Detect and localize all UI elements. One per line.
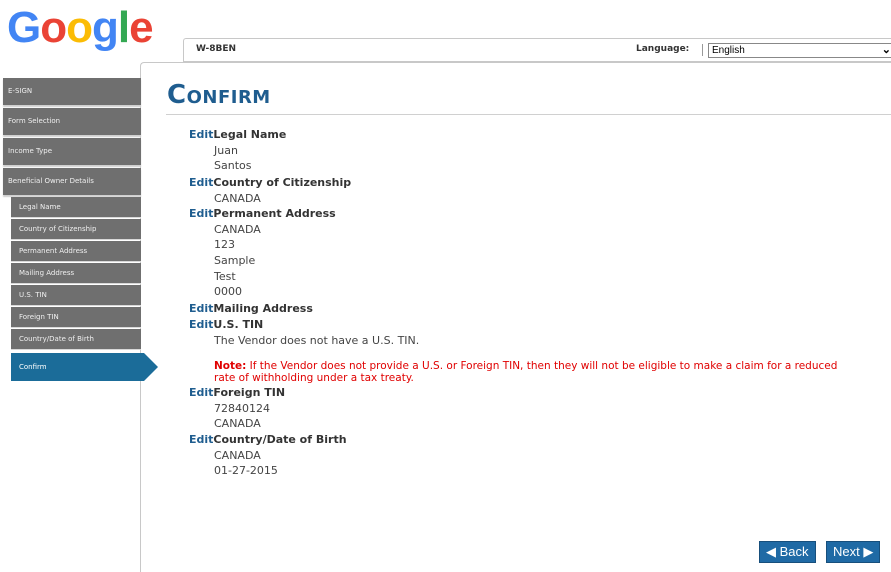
sidebar-item-confirm[interactable] bbox=[11, 353, 144, 381]
form-id-label: W-8BEN bbox=[196, 44, 237, 54]
section-legal-name bbox=[189, 128, 286, 141]
note-label: Note: bbox=[214, 360, 247, 372]
language-label: Language: bbox=[636, 44, 690, 54]
value-foreign-tin-country: CANADA bbox=[214, 417, 261, 430]
section-permanent-address bbox=[189, 207, 336, 220]
section-foreign-tin bbox=[189, 386, 285, 399]
value-us-tin: The Vendor does not have a U.S. TIN. bbox=[214, 334, 420, 347]
back-arrow-icon: ◀ bbox=[766, 544, 776, 559]
edit-permanent-address-link[interactable]: Edit bbox=[189, 207, 214, 220]
sidebar-item-beneficial-owner-details[interactable]: Beneficial Owner Details bbox=[3, 168, 141, 195]
edit-birth-link[interactable]: Edit bbox=[189, 433, 214, 446]
note-text: If the Vendor does not provide a U.S. or Foreign TIN, then they will not be eligible to make a claim for a reduced rate of withholding under a tax treaty. bbox=[214, 360, 838, 384]
next-arrow-icon: ▶ bbox=[863, 544, 874, 559]
divider bbox=[166, 114, 891, 115]
active-arrow-icon bbox=[144, 353, 158, 381]
section-heading: Mailing Address bbox=[213, 302, 313, 315]
form-header-bar bbox=[183, 38, 891, 62]
language-select-value: English bbox=[712, 45, 745, 56]
sidebar-item-legal-name[interactable]: Legal Name bbox=[11, 197, 141, 218]
sidebar-item-income-type[interactable]: Income Type bbox=[3, 138, 141, 165]
section-heading: U.S. TIN bbox=[213, 318, 264, 331]
value-address-postal: 0000 bbox=[214, 285, 242, 298]
sidebar-item-mailing-address[interactable]: Mailing Address bbox=[11, 263, 141, 284]
value-birth-date: 01-27-2015 bbox=[214, 464, 278, 477]
value-first-name: Juan bbox=[214, 144, 238, 157]
value-address-line: Sample bbox=[214, 254, 256, 267]
value-citizenship: CANADA bbox=[214, 192, 261, 205]
back-button-label: Back bbox=[779, 544, 809, 559]
sidebar-item-form-selection[interactable]: Form Selection bbox=[3, 108, 141, 135]
sidebar-item-esign[interactable]: E-SIGN bbox=[3, 78, 141, 105]
sidebar-item-permanent-address[interactable]: Permanent Address bbox=[11, 241, 141, 262]
sidebar-item-label: Confirm bbox=[19, 363, 47, 371]
language-select[interactable] bbox=[708, 43, 891, 58]
edit-legal-name-link[interactable]: Edit bbox=[189, 128, 214, 141]
section-heading: Country of Citizenship bbox=[213, 176, 352, 189]
sidebar-item-country-date-of-birth[interactable]: Country/Date of Birth bbox=[11, 329, 141, 350]
section-heading: Country/Date of Birth bbox=[213, 433, 347, 446]
section-mailing-address bbox=[189, 302, 313, 315]
section-country-date-of-birth bbox=[189, 433, 347, 446]
next-button-label: Next bbox=[833, 544, 860, 559]
edit-mailing-address-link[interactable]: Edit bbox=[189, 302, 214, 315]
section-heading: Legal Name bbox=[213, 128, 287, 141]
edit-foreign-tin-link[interactable]: Edit bbox=[189, 386, 214, 399]
value-birth-country: CANADA bbox=[214, 449, 261, 462]
value-address-country: CANADA bbox=[214, 223, 261, 236]
tin-warning-note bbox=[214, 360, 854, 384]
value-address-line: Test bbox=[214, 270, 236, 283]
sidebar-item-country-of-citizenship[interactable]: Country of Citizenship bbox=[11, 219, 141, 240]
edit-citizenship-link[interactable]: Edit bbox=[189, 176, 214, 189]
value-foreign-tin: 72840124 bbox=[214, 402, 270, 415]
value-address-line: 123 bbox=[214, 238, 235, 251]
section-citizenship bbox=[189, 176, 351, 189]
section-heading: Permanent Address bbox=[213, 207, 336, 220]
google-logo: Google bbox=[7, 3, 153, 52]
section-heading: Foreign TIN bbox=[213, 386, 286, 399]
back-button[interactable] bbox=[759, 541, 816, 563]
page-title: Confirm bbox=[167, 80, 271, 110]
next-button[interactable] bbox=[826, 541, 880, 563]
chevron-down-icon: ⌄ bbox=[881, 44, 891, 56]
edit-us-tin-link[interactable]: Edit bbox=[189, 318, 214, 331]
sidebar-item-foreign-tin[interactable]: Foreign TIN bbox=[11, 307, 141, 328]
value-last-name: Santos bbox=[214, 159, 252, 172]
divider bbox=[702, 44, 703, 56]
sidebar-item-us-tin[interactable]: U.S. TIN bbox=[11, 285, 141, 306]
section-us-tin bbox=[189, 318, 263, 331]
